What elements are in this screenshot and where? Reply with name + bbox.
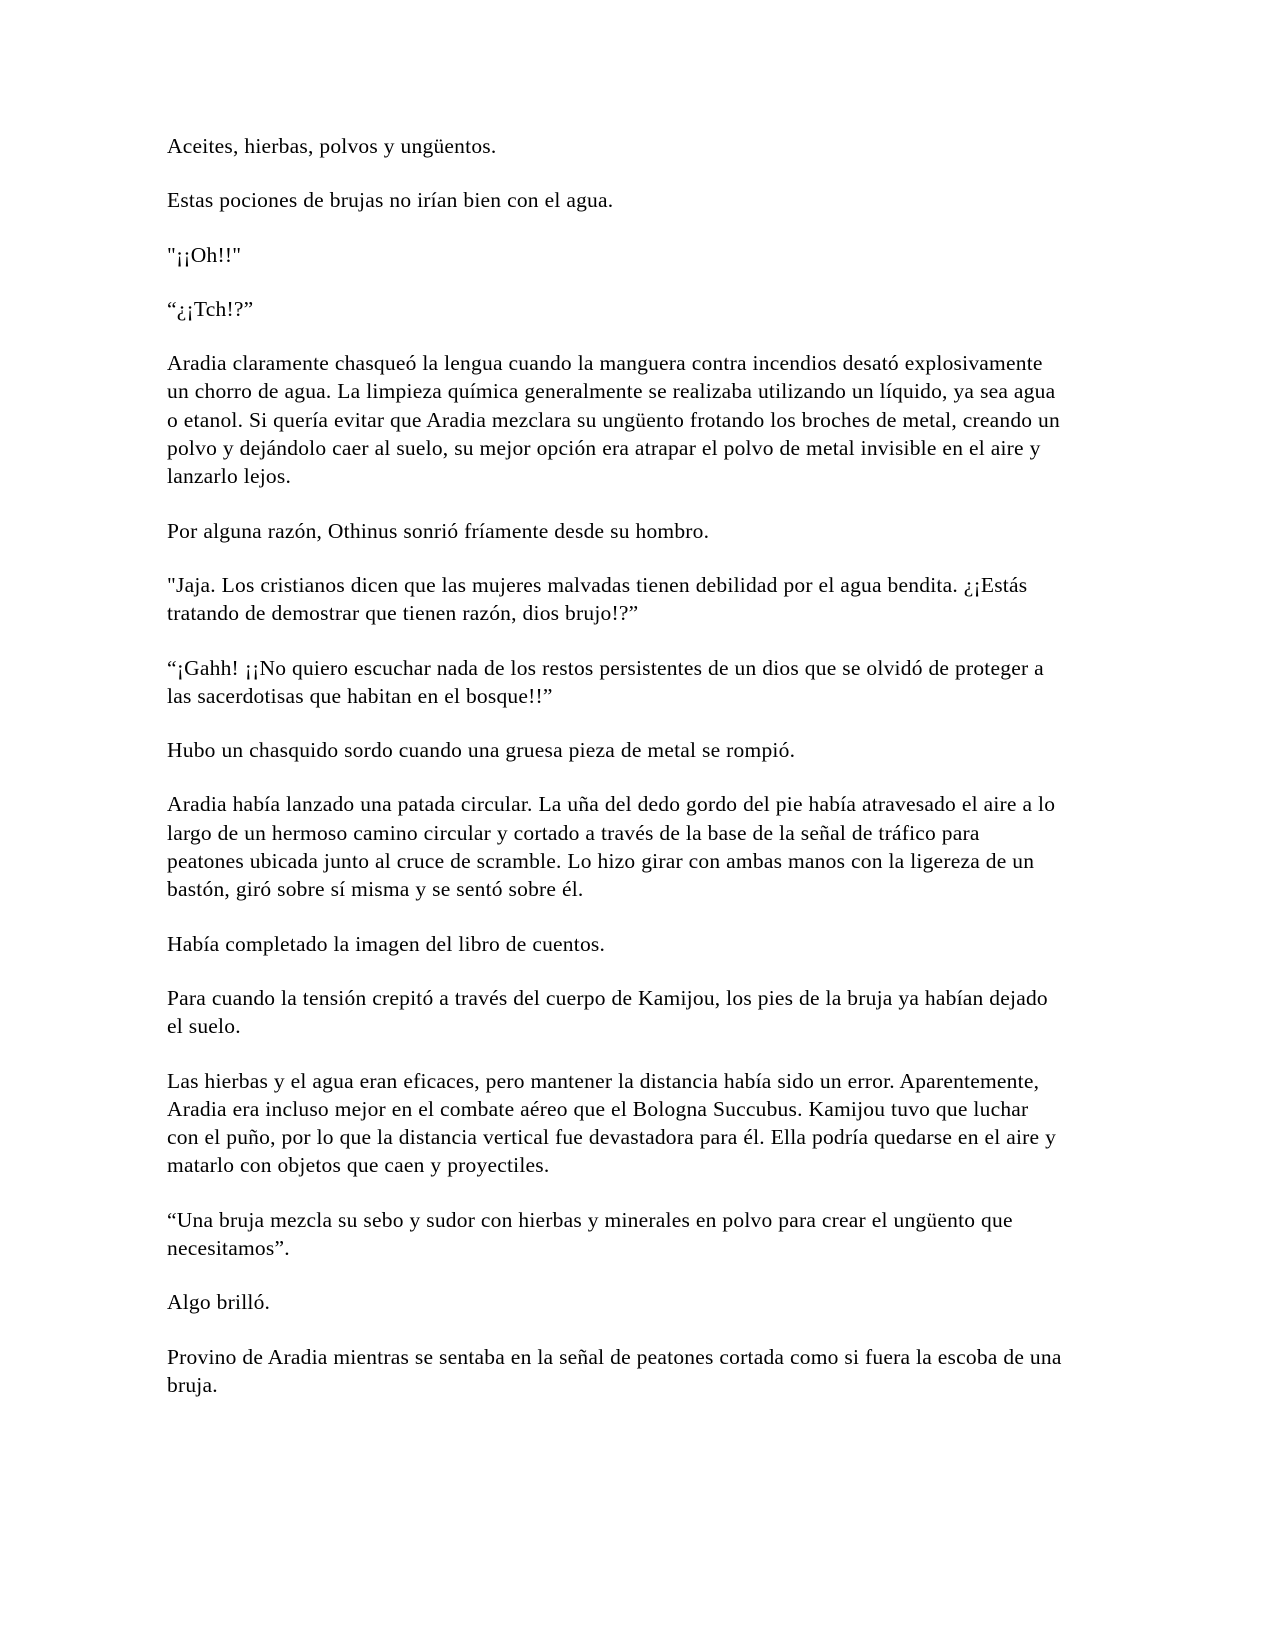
- paragraph: Aceites, hierbas, polvos y ungüentos.: [167, 134, 497, 158]
- paragraph: Las hierbas y el agua eran eficaces, pero mantener la distancia había sido un error. Aparentemente, Aradia era incluso mejor en el combate aéreo que el Bologna Succubus. Kamijou tuvo que luchar con el puño, por lo que la distancia vertical fue devastadora para él. Ella podría quedarse en el aire y matarlo con objetos que caen y proyectiles.: [167, 1068, 1057, 1178]
- paragraph: "Jaja. Los cristianos dicen que las mujeres malvadas tienen debilidad por el agua bendita. ¿¡Estás tratando de demostrar que tienen razón, dios brujo!?”: [167, 572, 1028, 626]
- paragraph: “Una bruja mezcla su sebo y sudor con hierbas y minerales en polvo para crear el ungüento que necesitamos”.: [167, 1207, 1013, 1261]
- paragraph: Por alguna razón, Othinus sonrió fríamente desde su hombro.: [167, 518, 710, 543]
- paragraph: Aradia claramente chasqueó la lengua cuando la manguera contra incendios desató explosivamente un chorro de agua. La limpieza química generalmente se realizaba utilizando un líquido, ya sea agua o etanol. Si quería evitar que Aradia mezclara su ungüento frotando los broches de metal, creando un polvo y dejándolo caer al suelo, su mejor opción era atrapar el polvo de metal invisible en el aire y lanzarlo lejos.: [167, 351, 1060, 489]
- paragraph: Hubo un chasquido sordo cuando una gruesa pieza de metal se rompió.: [167, 738, 796, 763]
- paragraph: “¿¡Tch!?”: [167, 296, 254, 321]
- paragraph: Estas pociones de brujas no irían bien con el agua.: [167, 188, 614, 213]
- document-text-column: [167, 132, 1062, 1399]
- paragraph: "¡¡Oh!!": [167, 242, 242, 267]
- paragraph: Para cuando la tensión crepitó a través del cuerpo de Kamijou, los pies de la bruja ya habían dejado el suelo.: [167, 985, 1048, 1039]
- paragraph: Aradia había lanzado una patada circular. La uña del dedo gordo del pie había atravesado el aire a lo largo de un hermoso camino circular y cortado a través de la base de la señal de tráfico para peatones ubicada junto al cruce de scramble. Lo hizo girar con ambas manos con la ligereza de un bastón, giró sobre sí misma y se sentó sobre él.: [167, 792, 1056, 902]
- paragraph: Provino de Aradia mientras se sentaba en la señal de peatones cortada como si fuera la escoba de una bruja.: [167, 1344, 1062, 1397]
- paragraph: Había completado la imagen del libro de cuentos.: [167, 931, 606, 956]
- paragraph: “¡Gahh! ¡¡No quiero escuchar nada de los restos persistentes de un dios que se olvidó de proteger a las sacerdotisas que habitan en el bosque!!”: [167, 655, 1044, 708]
- paragraph: Algo brilló.: [167, 1290, 271, 1315]
